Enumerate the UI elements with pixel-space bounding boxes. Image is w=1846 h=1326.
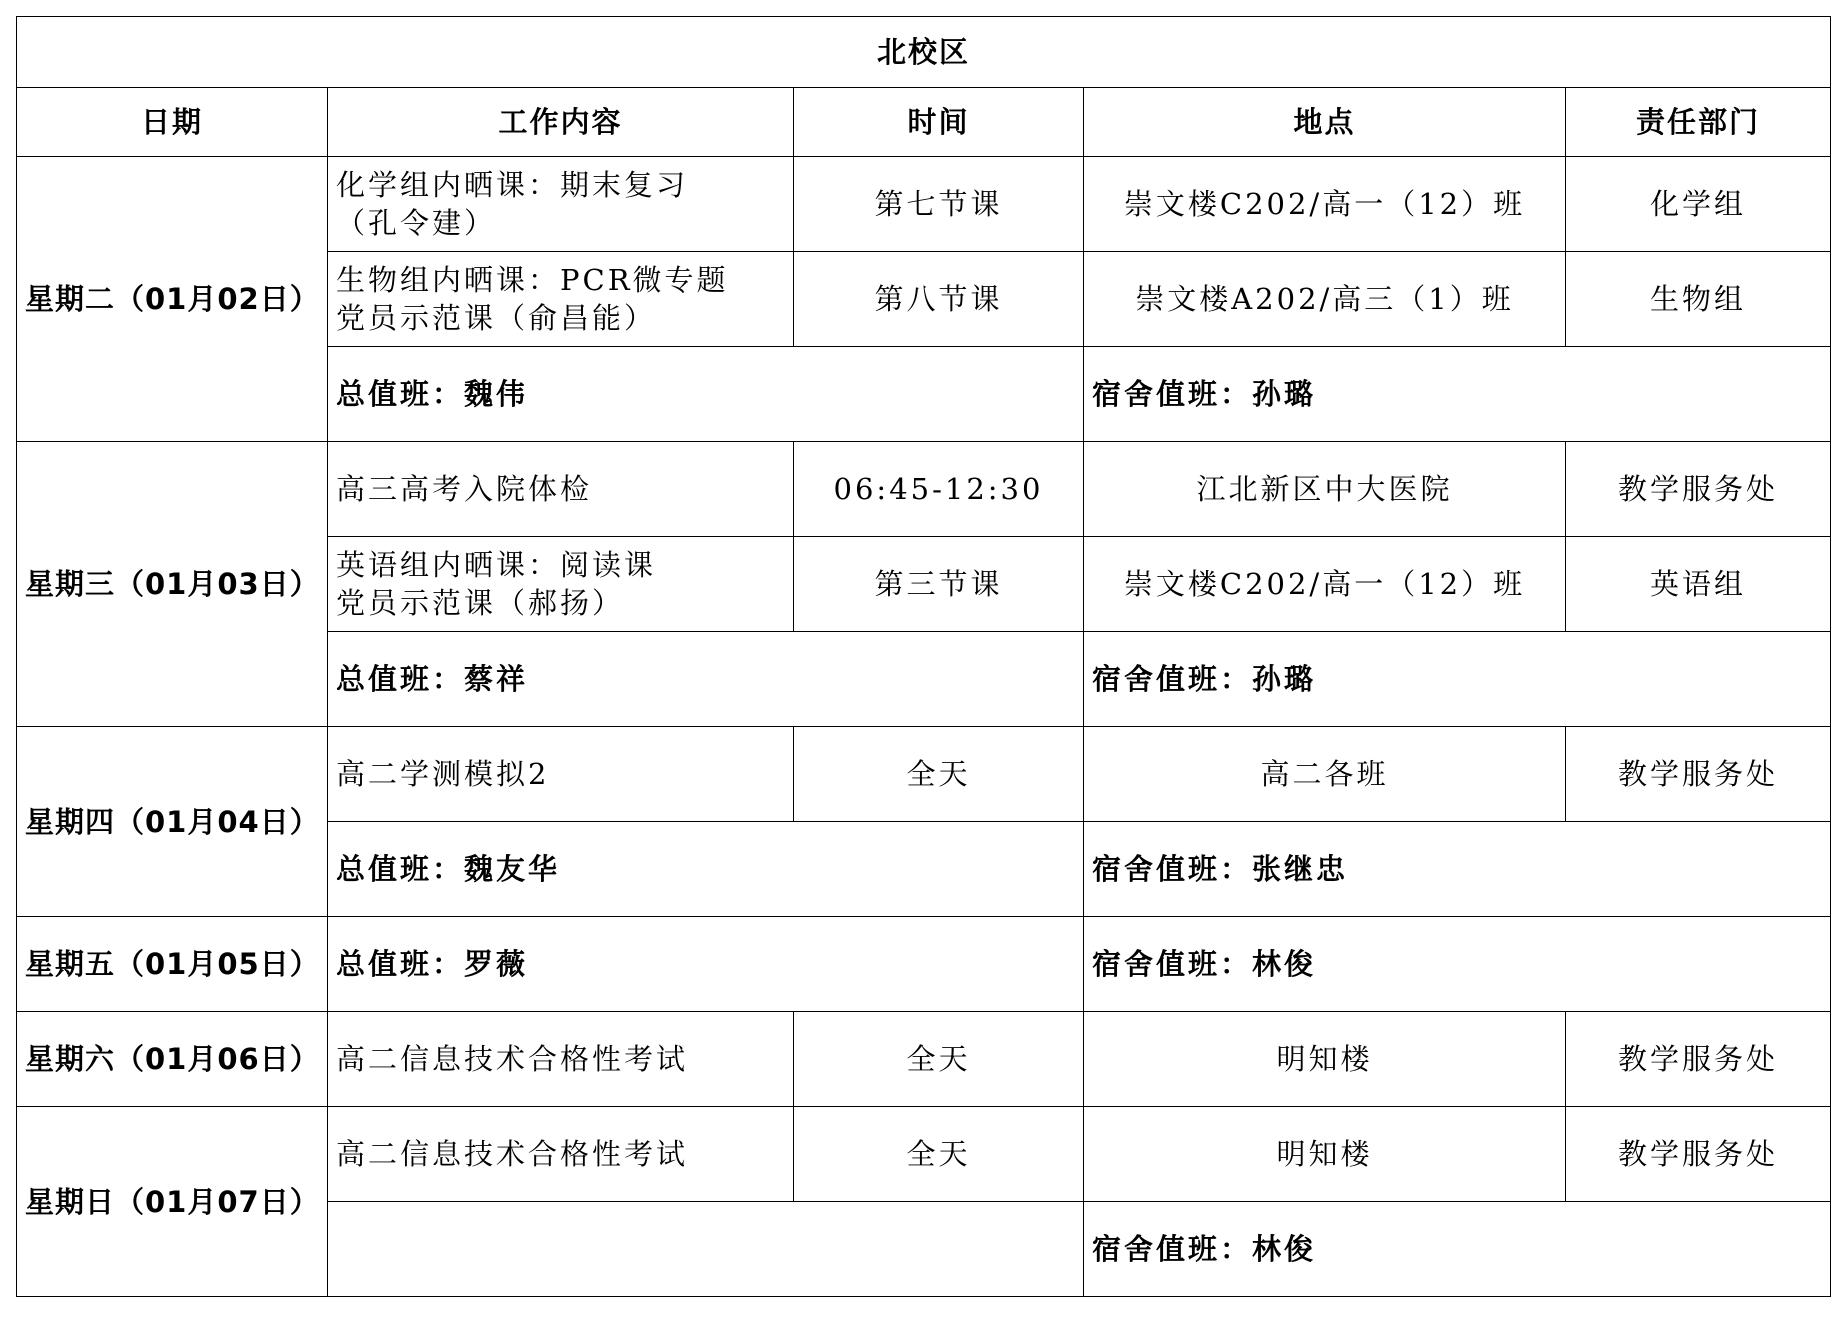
department-cell: 教学服务处 [1566,442,1831,537]
table-row [17,917,1831,1012]
content-line: 党员示范课（俞昌能） [336,301,657,335]
duty-cell: 总值班：魏友华 [328,822,1084,917]
location-cell: 明知楼 [1084,1012,1566,1107]
content-cell [328,537,794,632]
content-line: 英语组内晒课：阅读课 [336,548,657,582]
dorm-duty-cell: 宿舍值班：林俊 [1084,917,1831,1012]
time-cell: 第八节课 [794,252,1084,347]
time-cell: 06:45-12:30 [794,442,1084,537]
table-row [17,157,1831,252]
dorm-duty-cell: 宿舍值班：孙璐 [1084,632,1831,727]
dorm-duty-cell: 宿舍值班：林俊 [1084,1202,1831,1297]
date-cell: 星期四（01月04日） [17,727,328,917]
department-cell: 教学服务处 [1566,1107,1831,1202]
dorm-duty-cell: 宿舍值班：张继忠 [1084,822,1831,917]
table-row [17,1012,1831,1107]
table-row [17,1107,1831,1202]
content-cell [328,727,794,822]
time-cell: 第三节课 [794,537,1084,632]
content-line: 高二学测模拟2 [336,757,550,791]
content-cell [328,252,794,347]
table-title: 北校区 [17,17,1831,88]
table-row [17,442,1831,537]
content-line: （孔令建） [336,206,497,240]
time-cell: 第七节课 [794,157,1084,252]
time-cell: 全天 [794,1107,1084,1202]
duty-cell [328,1202,1084,1297]
duty-cell: 总值班：蔡祥 [328,632,1084,727]
header-department: 责任部门 [1566,88,1831,157]
header-location: 地点 [1084,88,1566,157]
content-cell [328,1012,794,1107]
content-cell [328,1107,794,1202]
header-content: 工作内容 [328,88,794,157]
content-cell [328,157,794,252]
header-row [17,88,1831,157]
content-line: 党员示范课（郝扬） [336,586,625,620]
dorm-duty-cell: 宿舍值班：孙璐 [1084,347,1831,442]
date-cell: 星期日（01月07日） [17,1107,328,1297]
date-cell: 星期五（01月05日） [17,917,328,1012]
header-time: 时间 [794,88,1084,157]
content-line: 高三高考入院体检 [336,472,593,506]
department-cell: 教学服务处 [1566,727,1831,822]
header-date: 日期 [17,88,328,157]
content-line: 生物组内晒课：PCR微专题 [336,263,729,297]
department-cell: 生物组 [1566,252,1831,347]
time-cell: 全天 [794,1012,1084,1107]
date-cell: 星期二（01月02日） [17,157,328,442]
date-cell: 星期三（01月03日） [17,442,328,727]
schedule-table [16,16,1831,1297]
department-cell: 英语组 [1566,537,1831,632]
date-cell: 星期六（01月06日） [17,1012,328,1107]
content-cell [328,442,794,537]
department-cell: 教学服务处 [1566,1012,1831,1107]
duty-cell: 总值班：罗薇 [328,917,1084,1012]
location-cell: 崇文楼C202/高一（12）班 [1084,537,1566,632]
table-row [17,727,1831,822]
location-cell: 崇文楼C202/高一（12）班 [1084,157,1566,252]
location-cell: 高二各班 [1084,727,1566,822]
content-line: 化学组内晒课：期末复习 [336,168,689,202]
location-cell: 明知楼 [1084,1107,1566,1202]
department-cell: 化学组 [1566,157,1831,252]
duty-cell: 总值班：魏伟 [328,347,1084,442]
content-line: 高二信息技术合格性考试 [336,1042,689,1076]
location-cell: 江北新区中大医院 [1084,442,1566,537]
title-row [17,17,1831,88]
content-line: 高二信息技术合格性考试 [336,1137,689,1171]
time-cell: 全天 [794,727,1084,822]
location-cell: 崇文楼A202/高三（1）班 [1084,252,1566,347]
